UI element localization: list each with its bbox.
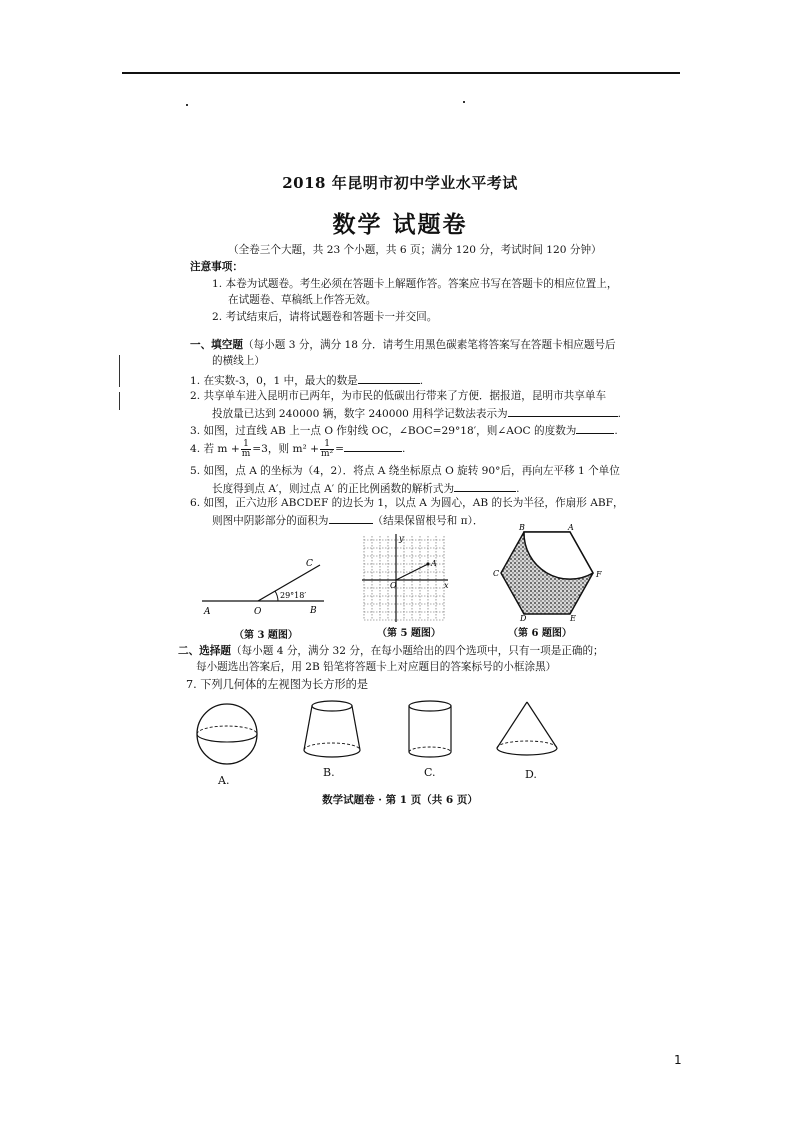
label-b: B (310, 606, 317, 616)
section1-header (190, 338, 616, 352)
question-4-suffix: = (335, 443, 345, 455)
question-5a: 5. 如图，点 A 的坐标为（4，2）．将点 A 绕坐标原点 O 旋转 90°后，再向左平移 1 个单位 (190, 465, 620, 477)
section1-heading: 一、填空题 (190, 339, 243, 351)
frustum-figure (300, 698, 364, 762)
figure-6-caption: （第 6 题图） (508, 628, 572, 639)
answer-blank (358, 372, 420, 384)
label-f: F (596, 570, 602, 579)
note-1b: 在试题卷、草稿纸上作答无效。 (228, 294, 377, 306)
answer-blank (344, 440, 402, 452)
label-y: y (399, 534, 404, 543)
note-1a: 1. 本卷为试题卷。考生必须在答题卡上解题作答。答案应书写在答题卡的相应位置上， (212, 278, 618, 290)
question-2b-text: 投放量已达到 240000 辆，数字 240000 用科学记数法表示为 (212, 408, 508, 420)
section2-desc: （每小题 4 分，满分 32 分，在每小题给出的四个选项中，只有一项是正确的； (230, 645, 604, 657)
label-o: O (390, 581, 397, 590)
question-6c-text: （结果保留根号和 π）． (372, 515, 484, 527)
fraction-denominator: m (241, 448, 251, 459)
frustum-bottom-hidden (304, 743, 360, 750)
question-6a: 6. 如图，正六边形 ABCDEF 的边长为 1，以点 A 为圆心，AB 的长为半径，作扇形 ABF， (190, 497, 624, 509)
question-3: 3. 如图，过直线 AB 上一点 O 作射线 OC，∠BOC=29°18′，则∠AOC 的度数为 . (190, 422, 618, 438)
cylinder-bottom (409, 752, 451, 757)
page-footer: 数学试题卷 · 第 1 页（共 6 页） (322, 794, 478, 806)
figure-3-diagram (198, 555, 330, 625)
margin-mark (119, 355, 120, 387)
sphere-figure (193, 700, 263, 770)
answer-blank (454, 480, 516, 492)
question-2b: 投放量已达到 240000 辆，数字 240000 用科学记数法表示为 . (212, 405, 621, 421)
point-a (426, 562, 429, 565)
question-5b-text: 长度得到点 A′，则过点 A′ 的正比例函数的解析式为 (212, 483, 455, 495)
option-d-label: D. (525, 768, 537, 781)
sphere-equator (197, 734, 257, 742)
label-d: D (520, 614, 527, 622)
label-o: O (254, 607, 262, 617)
cone-figure (494, 700, 560, 762)
section1-desc: （每小题 3 分，满分 18 分．请考生用黑色碳素笔将答案写在答题卡相应题号后 (242, 339, 616, 351)
question-4: 4. 若 m + $\frac{1}{m}$ =3，则 m² + $\frac{1}{\text{m²}}$ = . (190, 438, 406, 459)
question-6b (212, 512, 484, 528)
answer-blank (329, 512, 373, 524)
page-number: 1 (674, 1053, 682, 1067)
section2-header (178, 644, 604, 658)
top-rule (122, 72, 680, 74)
question-2a: 2. 共享单车进入昆明市已两年，为市民的低碳出行带来了方便．据报道，昆明市共享单车 (190, 390, 607, 402)
label-b: B (519, 523, 525, 532)
angle-label: 29°18′ (280, 591, 307, 600)
cone-base-hidden (497, 741, 557, 748)
question-6b-text: 则图中阴影部分的面积为 (212, 515, 329, 527)
label-a: A (204, 607, 211, 617)
question-7: 7. 下列几何体的左视图为长方形的是 (186, 678, 369, 691)
cone-base (497, 748, 557, 755)
label-a: A (431, 559, 437, 568)
label-c: C (306, 559, 313, 569)
question-1: 1. 在实数-3，0，1 中，最大的数是 . (190, 372, 423, 388)
figure-6-diagram (490, 522, 610, 622)
exam-title: 2018 年昆明市初中学业水平考试 (282, 174, 518, 192)
scan-dot (186, 104, 188, 106)
section1-desc-b: 的横线上） (212, 355, 265, 367)
option-c-label: C. (424, 766, 436, 779)
fraction-numerator: 1 (241, 440, 252, 450)
answer-blank (508, 405, 618, 417)
option-b-label: B. (323, 766, 335, 779)
label-x: x (444, 581, 449, 590)
sphere-equator-hidden (197, 726, 257, 734)
section2-desc-b: 每小题选出答案后，用 2B 铅笔将答题卡上对应题目的答案标号的小框涂黑） (196, 661, 557, 673)
angle-arc (275, 591, 278, 601)
scan-dot (463, 101, 465, 103)
frustum-left-edge (304, 706, 312, 750)
exam-info: （全卷三个大题，共 23 个小题，共 6 页；满分 120 分，考试时间 120 分钟） (228, 244, 602, 256)
cylinder-top (409, 701, 451, 711)
answer-blank (576, 422, 614, 434)
cylinder-figure (403, 698, 457, 764)
option-a-label: A. (218, 774, 230, 787)
question-4-mid: =3，则 m² + (252, 443, 319, 455)
margin-mark (119, 392, 120, 410)
fraction-numerator: 1 (320, 440, 334, 450)
question-4-prefix: 4. 若 m + (190, 443, 240, 455)
figure-5-diagram (360, 530, 452, 622)
question-1-text: 1. 在实数-3，0，1 中，最大的数是 (190, 375, 358, 387)
fraction (320, 440, 334, 459)
fraction (241, 440, 252, 459)
question-3-text: 3. 如图，过直线 AB 上一点 O 作射线 OC，∠BOC=29°18′，则∠AOC 的度数为 (190, 425, 577, 437)
notes-heading: 注意事项： (190, 261, 243, 273)
section2-heading: 二、选择题 (178, 645, 231, 657)
note-2: 2. 考试结束后，请将试题卷和答题卡一并交回。 (212, 311, 438, 323)
cylinder-bottom-hidden (409, 747, 451, 752)
label-c: C (493, 569, 500, 578)
frustum-top (312, 701, 352, 711)
frustum-bottom (304, 750, 360, 757)
figure-3-caption: （第 3 题图） (234, 630, 298, 641)
question-5b: 长度得到点 A′，则过点 A′ 的正比例函数的解析式为 . (212, 480, 519, 496)
label-e: E (570, 614, 576, 622)
fraction-denominator: m² (321, 448, 334, 459)
sphere-outline (197, 704, 257, 764)
figure-5-caption: （第 5 题图） (377, 628, 441, 639)
frustum-right-edge (352, 706, 360, 750)
paper-title: 数学 试题卷 (332, 211, 468, 238)
label-a: A (568, 523, 574, 532)
grid-lines (364, 536, 444, 620)
